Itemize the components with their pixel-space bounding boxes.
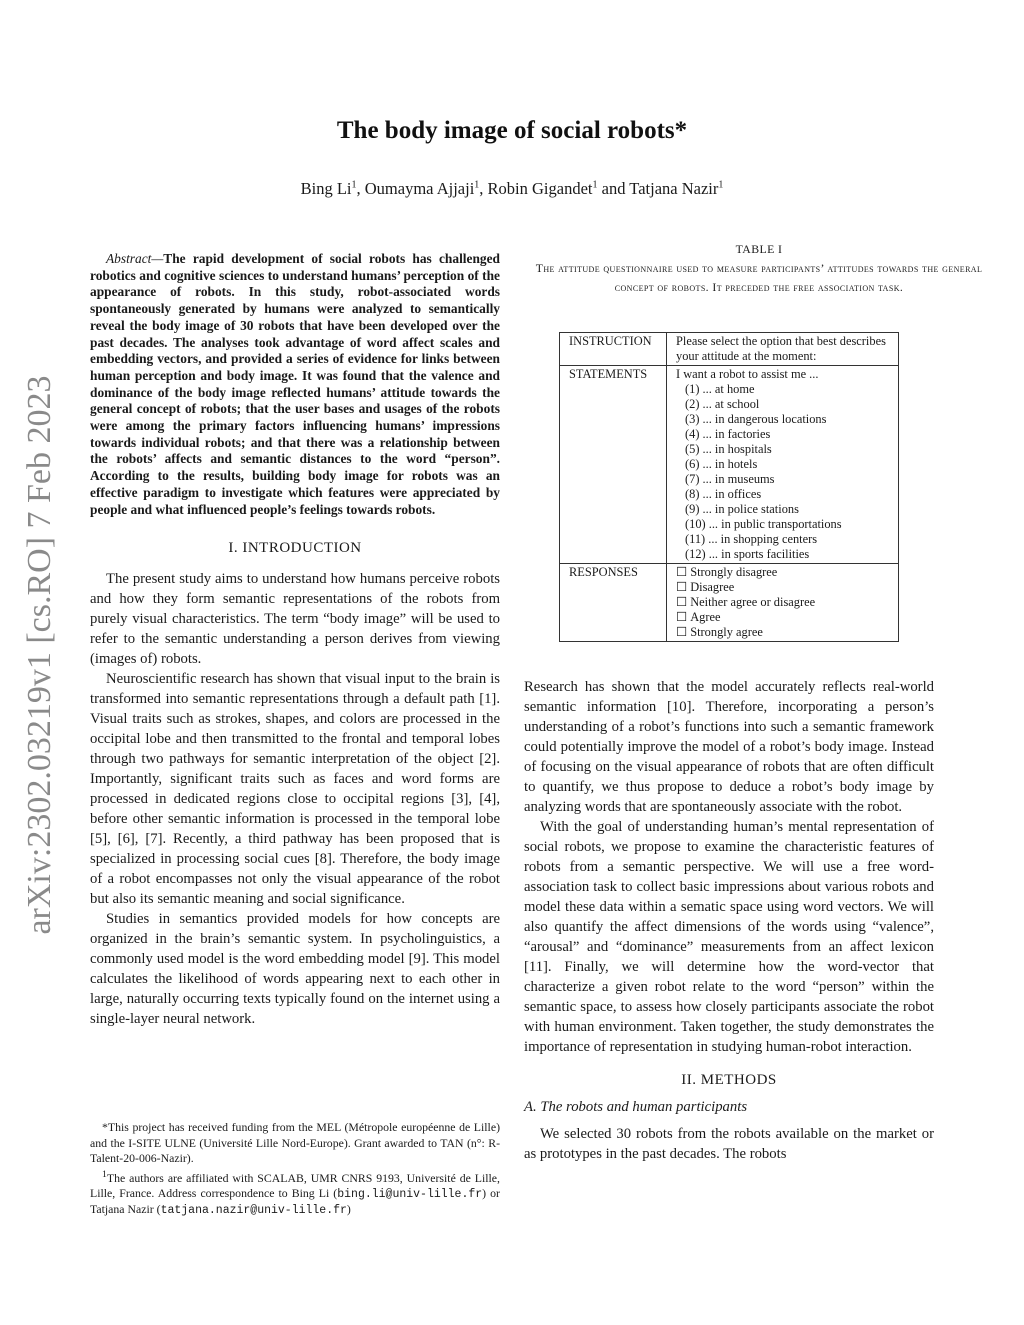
body-paragraph: With the goal of understanding human’s mental representation of social robots, we propose to examine the characteristic features of robots from a semantic perspective. We will use a free word-association task to collect basic impressions about various robots and model these data within a sematic space using word vectors. We will also quantify the affect dimensions of the words using “valence”, “arousal” and “dominance” measurements from an affect lexicon [11]. Finally, we will determine how the word-vector that characterize a given robot relate to the word “person” within the semantic space, to assess how closely participants associate the robot with human environment. Taken together, the study demonstrates the importance of representation in studying human-robot interaction.: [524, 819, 934, 1055]
author-affiliation-mark: 1: [592, 179, 598, 191]
subsection-heading: A. The robots and human participants: [524, 1099, 748, 1115]
author-name: Oumayma Ajjaji: [364, 179, 475, 198]
list-item: (4) ... in factories: [685, 427, 771, 441]
list-item: (5) ... in hospitals: [685, 442, 772, 456]
response-option: ☐ Neither agree or disagree: [676, 595, 889, 610]
author-name: Bing Li: [300, 179, 352, 198]
body-paragraph: We selected 30 robots from the robots available on the market or as prototypes in the past decades. The robots: [524, 1126, 934, 1162]
response-option: ☐ Disagree: [676, 580, 889, 595]
list-item: (9) ... in police stations: [685, 502, 799, 516]
affiliation-text-mid: ) or Tatjana Nazir (: [90, 1185, 500, 1217]
arxiv-identifier: arXiv:2302.03219v1 [cs.RO] 7 Feb 2023: [21, 375, 58, 935]
table-description: The attitude questionnaire used to measure participants’ attitudes towards the general concept of robots. It preceded the free association task.: [535, 261, 983, 294]
response-option: ☐ Strongly disagree: [676, 565, 889, 580]
table-cell-label: STATEMENTS: [560, 366, 667, 564]
right-column: [524, 677, 934, 1164]
affiliation-footnote: [90, 1167, 500, 1219]
response-option: ☐ Strongly agree: [676, 625, 889, 640]
abstract: [90, 251, 500, 518]
body-paragraph: The present study aims to understand how humans perceive robots and how they form semantic representations of the robots from purely visual characteristics. The term “body image” will be used to refer to the semantic understanding a person derives from viewing (images of) robots.: [90, 571, 500, 668]
list-item: (10) ... in public transportations: [685, 517, 842, 531]
affiliation-text: The authors are affiliated with SCALAB, UMR CNRS 9193, Université de Lille, Lille, France. Address correspondence to Bing Li (: [90, 1170, 500, 1200]
list-item: (11) ... in shopping centers: [685, 532, 818, 546]
response-option: ☐ Agree: [676, 610, 889, 625]
author-separator: and: [597, 179, 630, 198]
table-row: [560, 564, 899, 642]
body-paragraph: Studies in semantics provided models for how concepts are organized in the brain’s semantic system. In psycholinguistics, a commonly used model is the word embedding model [9]. This model calculates the likelihood of words appearing next to each other in large, naturally occurring texts typically found on the internet using a single-layer neural network.: [90, 911, 500, 1028]
list-item: (3) ... in dangerous locations: [685, 412, 827, 426]
table-cell-statements: [667, 366, 899, 564]
affiliation-text-end: ): [346, 1202, 351, 1217]
list-item: (12) ... in sports facilities: [685, 547, 810, 561]
email-link[interactable]: tatjana.nazir@univ-lille.fr: [160, 1204, 347, 1218]
questionnaire-table: [559, 332, 899, 642]
statements-list: [676, 382, 889, 562]
abstract-lead: Abstract—: [106, 251, 164, 266]
section-heading-methods: II. METHODS: [681, 1072, 777, 1088]
list-item: (8) ... in offices: [685, 487, 762, 501]
table-cell-instruction: Please select the option that best describes your attitude at the moment:: [667, 333, 899, 366]
paper-title: The body image of social robots*: [336, 117, 688, 144]
abstract-text: The rapid development of social robots has challenged robotics and cognitive sciences to understand humans’ perception of the appearance of robots. In this study, robot-associated words spontaneously generated by humans were analyzed to semantically reveal the body image of 30 robots that have been developed over the past decades. The analyses took advantage of word affect scales and embedding vectors, and provided a series of evidence for links between human perception and body image. It was found that the valence and dominance of the body image reflected humans’ attitude towards the general concept of robots; that the user bases and usages of the robots were among the primary factors influencing humans’ impressions towards individual robots; and that there was a relationship between the robots’ affects and semantic distances to the word “person”. According to the results, building body image for robots was an effective paradigm to investigate which features were appreciated by people and what influenced people’s feelings towards robots.: [90, 251, 500, 517]
author-affiliation-mark: 1: [718, 179, 724, 191]
table-cell-label: INSTRUCTION: [560, 333, 667, 366]
table-cell-responses: [667, 564, 899, 642]
list-item: (7) ... in museums: [685, 472, 775, 486]
author-affiliation-mark: 1: [351, 179, 357, 191]
body-paragraph: Research has shown that the model accurately reflects real-world semantic information [10]. Therefore, incorporating a person’s understanding of a robot’s functions into such a semantic framework could potentially improve the model of a robot’s body image. Instead of focusing on the visual appearance of robots that are often difficult to quantify, we thus propose to deduce a robot’s body image by analyzing words that are spontaneously associate with the robot.: [524, 679, 934, 815]
author-separator: ,: [356, 179, 365, 198]
list-item: (6) ... in hotels: [685, 457, 758, 471]
author-list: [0, 179, 1024, 199]
footnotes: [90, 1120, 500, 1219]
author-name: Tatjana Nazir: [629, 179, 719, 198]
author-separator: ,: [479, 179, 488, 198]
section-heading-introduction: I. INTRODUCTION: [228, 540, 362, 557]
list-item: (1) ... at home: [685, 382, 755, 396]
body-paragraph: Neuroscientific research has shown that visual input to the brain is transformed into semantic representations through a default path [1]. Visual traits such as strokes, shapes, and colors are processed in the occipital lobe and then transmitted to the frontal and temporal lobes through two pathways for semantic interpretation of the object [2]. Importantly, significant traits such as faces and word forms are processed in dedicated regions close to occipital regions [3], [4], before other semantic information is processed in the temporal lobe [5], [6], [7]. Recently, a third pathway has been proposed that is specialized in processing social cues [8]. Therefore, the body image of a robot encompasses not only the visual appearance of the robot but also its semantic meaning and social significance.: [90, 671, 500, 908]
table-number: TABLE I: [735, 242, 783, 256]
statements-intro: I want a robot to assist me ...: [676, 367, 819, 381]
footnote-mark: 1: [102, 1168, 107, 1180]
table-row: [560, 333, 899, 366]
left-column: [90, 251, 500, 1029]
table-row: [560, 366, 899, 564]
table-cell-label: RESPONSES: [560, 564, 667, 642]
funding-footnote: *This project has received funding from the MEL (Métropole européenne de Lille) and the I-SITE ULNE (Université Lille Nord-Europe). Grant awarded to TAN (n°: R-Talent-20-006-Nazir).: [90, 1120, 500, 1165]
email-link[interactable]: bing.li@univ-lille.fr: [337, 1187, 483, 1201]
author-name: Robin Gigandet: [487, 179, 593, 198]
table-caption: [524, 240, 994, 297]
author-affiliation-mark: 1: [474, 179, 480, 191]
list-item: (2) ... at school: [685, 397, 760, 411]
